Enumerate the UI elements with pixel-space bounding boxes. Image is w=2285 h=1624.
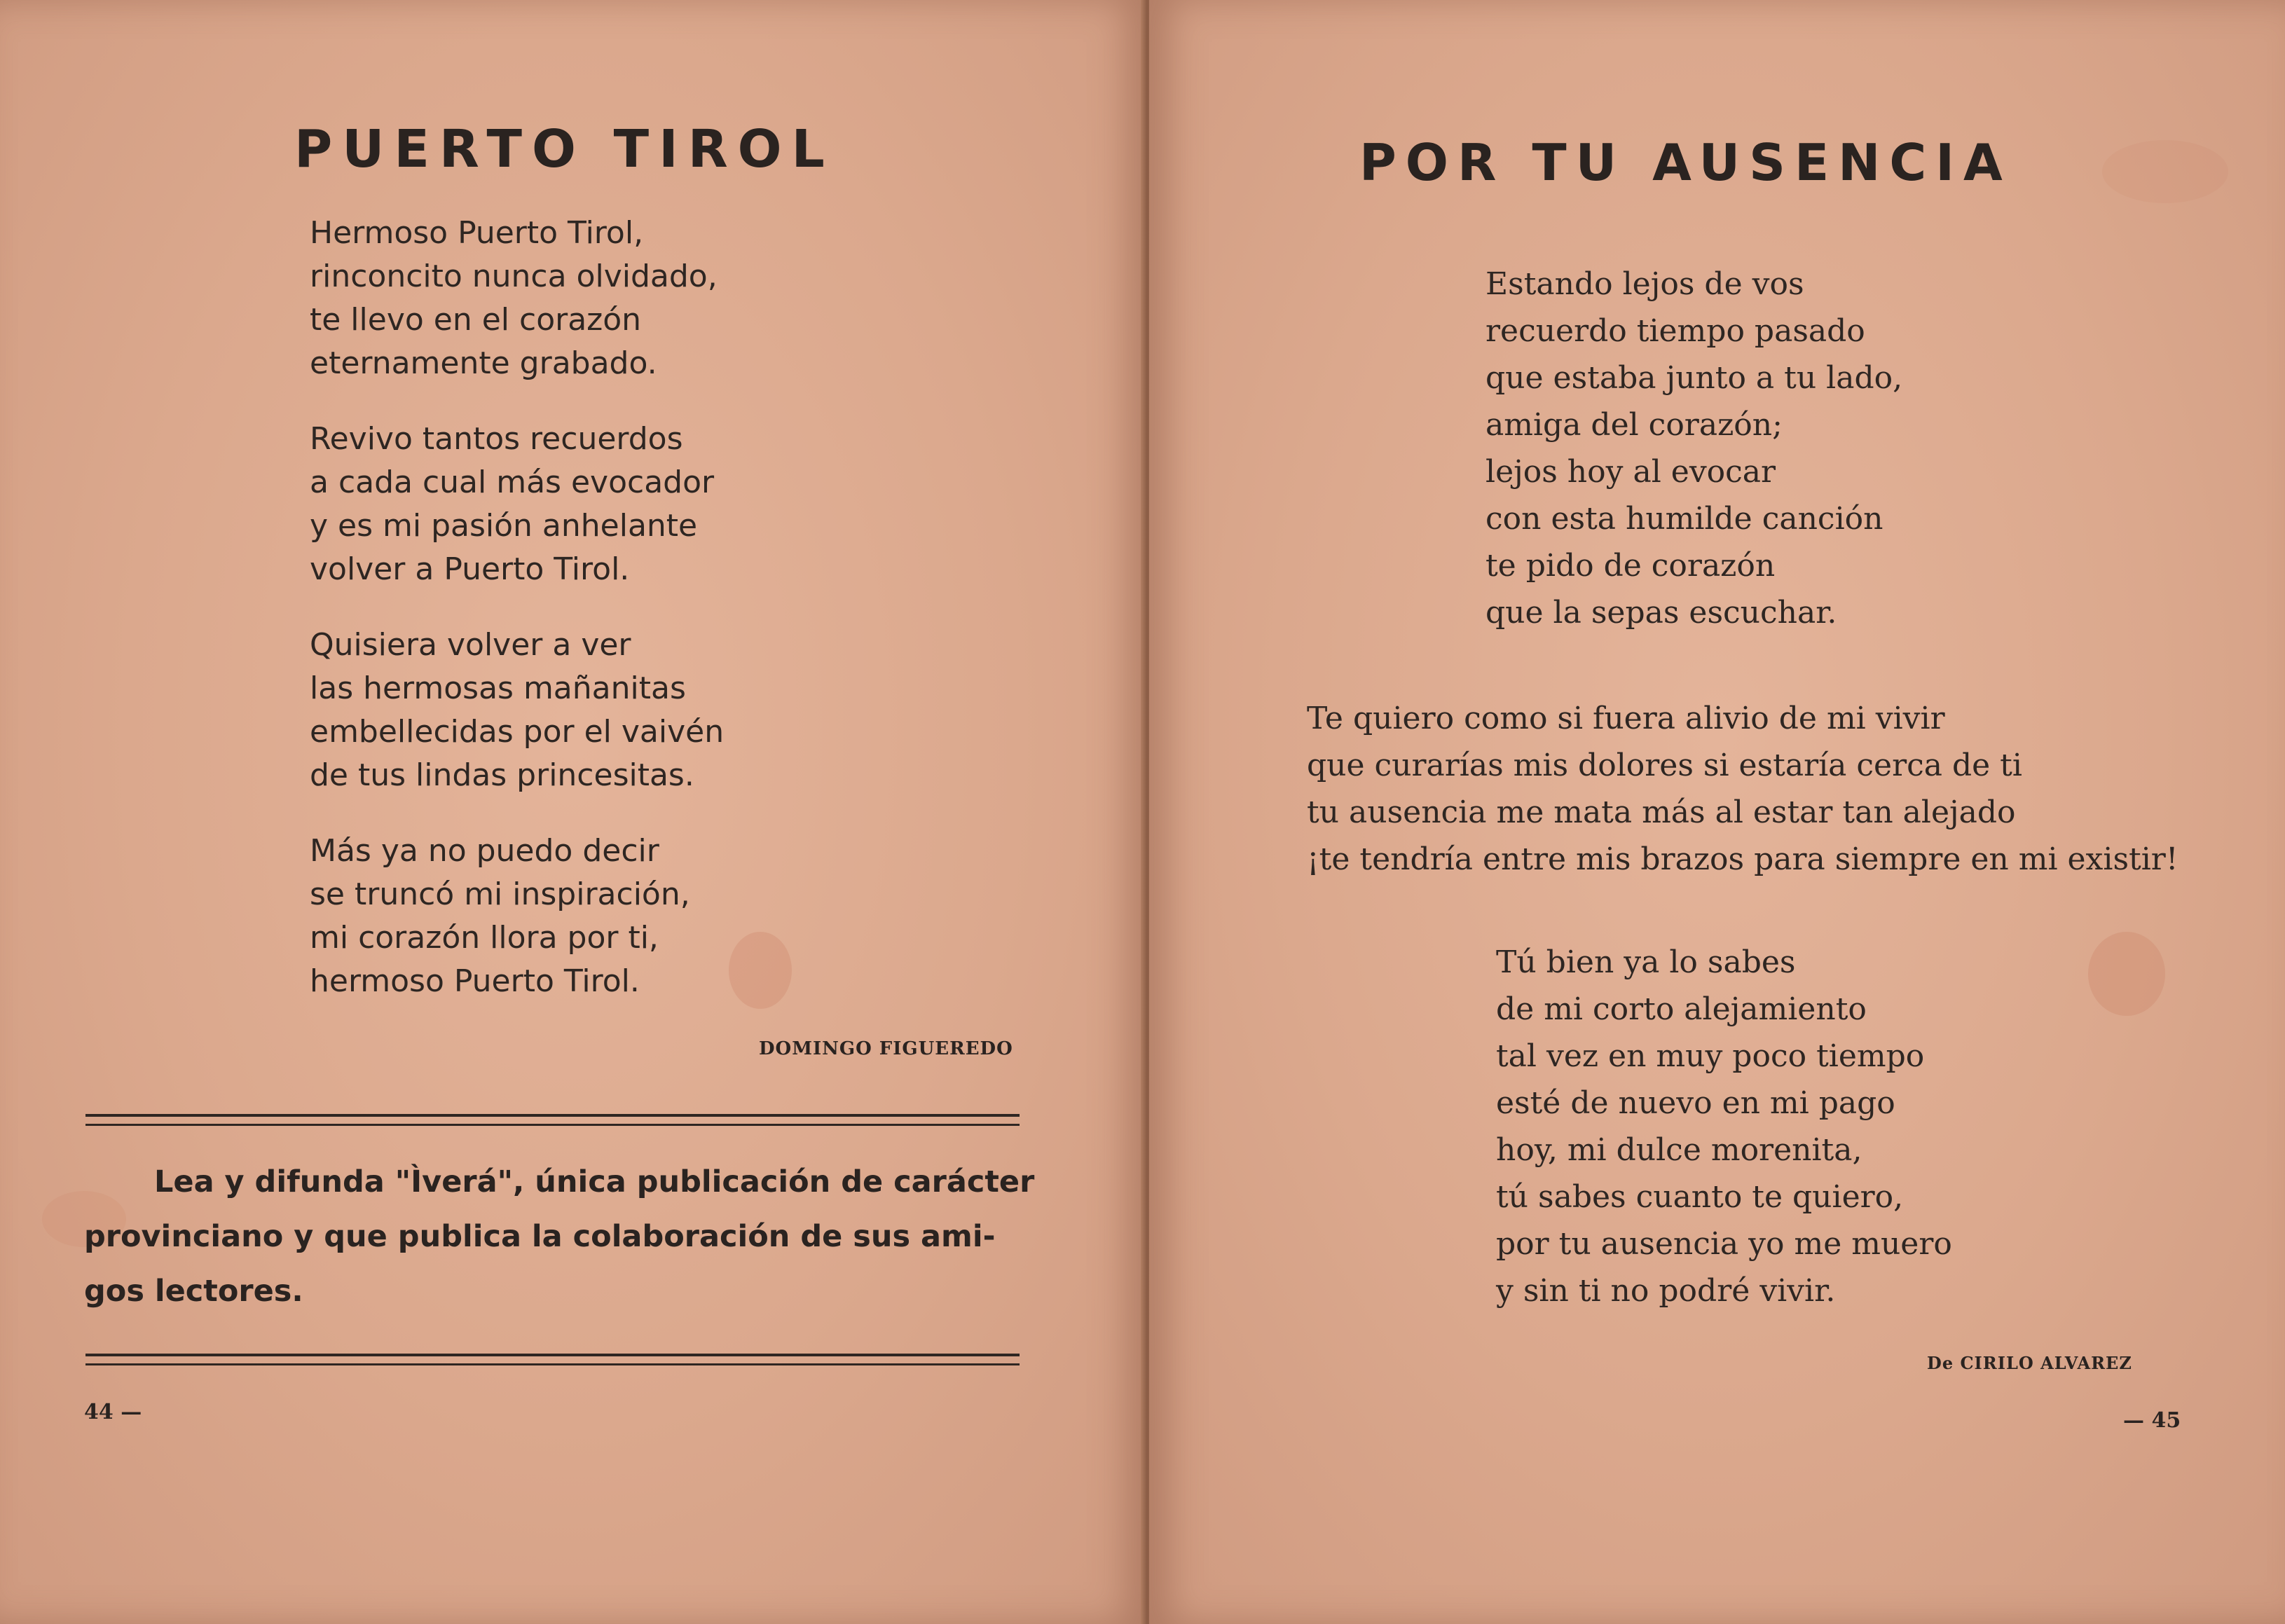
divider-rule: [85, 1363, 1020, 1365]
poem-stanza: [1485, 261, 2285, 636]
poem-line: recuerdo tiempo pasado: [1485, 313, 1865, 349]
poem-line: tal vez en muy poco tiempo: [1496, 1038, 1925, 1074]
poem-stanza: [310, 624, 856, 797]
poem-line: hermoso Puerto Tirol.: [310, 963, 640, 999]
poem-line: esté de nuevo en mi pago: [1496, 1085, 1895, 1121]
right-page: [1149, 0, 2285, 1624]
poem-line: eternamente grabado.: [310, 345, 657, 381]
poem-stanza: [1496, 939, 2285, 1314]
poem-stanza: [1307, 695, 2285, 883]
divider-rule: [85, 1114, 1020, 1117]
poem-stanza: [310, 212, 856, 385]
poem-line: Tú bien ya lo sabes: [1496, 944, 1796, 980]
poem-title: PUERTO TIROL: [294, 119, 835, 179]
notice-line: provinciano y que publica la colaboración de sus ami-: [84, 1219, 996, 1254]
poem-line: te llevo en el corazón: [310, 302, 642, 338]
page-number: — 45: [2123, 1408, 2181, 1433]
poem-line: lejos hoy al evocar: [1485, 454, 1776, 490]
poem-line: que la sepas escuchar.: [1485, 595, 1837, 631]
poem-line: Quisiera volver a ver: [310, 627, 631, 663]
author-signature: DOMINGO FIGUEREDO: [759, 1038, 1013, 1059]
poem-line: ¡te tendría entre mis brazos para siempre en mi existir!: [1307, 841, 2178, 877]
poem-line: Revivo tantos recuerdos: [310, 421, 683, 457]
poem-line: Hermoso Puerto Tirol,: [310, 215, 644, 251]
poem-line: por tu ausencia yo me muero: [1496, 1226, 1952, 1262]
poem-line: y es mi pasión anhelante: [310, 508, 698, 544]
poem-line: amiga del corazón;: [1485, 407, 1783, 443]
author-signature: De CIRILO ALVAREZ: [1927, 1353, 2132, 1373]
poem-line: se truncó mi inspiración,: [310, 876, 690, 912]
poem-line: Estando lejos de vos: [1485, 266, 1804, 302]
poem-line: que estaba junto a tu lado,: [1485, 360, 1903, 396]
poem-line: las hermosas mañanitas: [310, 670, 686, 706]
publication-notice: [84, 1155, 1035, 1319]
poem-line: de mi corto alejamiento: [1496, 991, 1867, 1027]
poem-line: mi corazón llora por ti,: [310, 920, 659, 956]
poem-line: rinconcito nunca olvidado,: [310, 259, 718, 294]
poem-line: te pido de corazón: [1485, 548, 1776, 584]
poem-line: hoy, mi dulce morenita,: [1496, 1132, 1862, 1168]
poem-line: tu ausencia me mata más al estar tan alejado: [1307, 794, 2016, 830]
poem-line: volver a Puerto Tirol.: [310, 551, 630, 587]
divider-rule: [85, 1124, 1020, 1126]
poem-line: que curarías mis dolores si estaría cerca de ti: [1307, 748, 2022, 783]
poem-line: y sin ti no podré vivir.: [1496, 1273, 1836, 1309]
page-number: 44 —: [84, 1400, 142, 1424]
notice-line: gos lectores.: [84, 1274, 303, 1309]
poem-line: de tus lindas princesitas.: [310, 757, 694, 793]
poem-line: embellecidas por el vaivén: [310, 714, 725, 750]
poem-title: POR TU AUSENCIA: [1359, 133, 2012, 192]
divider-rule: [85, 1354, 1020, 1356]
poem-stanza: [310, 418, 856, 591]
poem-stanza: [310, 830, 856, 1003]
paper-stain: [2102, 140, 2228, 203]
poem-line: tú sabes cuanto te quiero,: [1496, 1179, 1904, 1215]
notice-line: Lea y difunda "Ìverá", única publicación de carácter: [154, 1164, 1035, 1199]
poem-line: Más ya no puedo decir: [310, 833, 659, 869]
poem-line: con esta humilde canción: [1485, 501, 1883, 537]
poem-line: a cada cual más evocador: [310, 465, 715, 500]
poem-line: Te quiero como si fuera alivio de mi vivir: [1307, 701, 1945, 736]
